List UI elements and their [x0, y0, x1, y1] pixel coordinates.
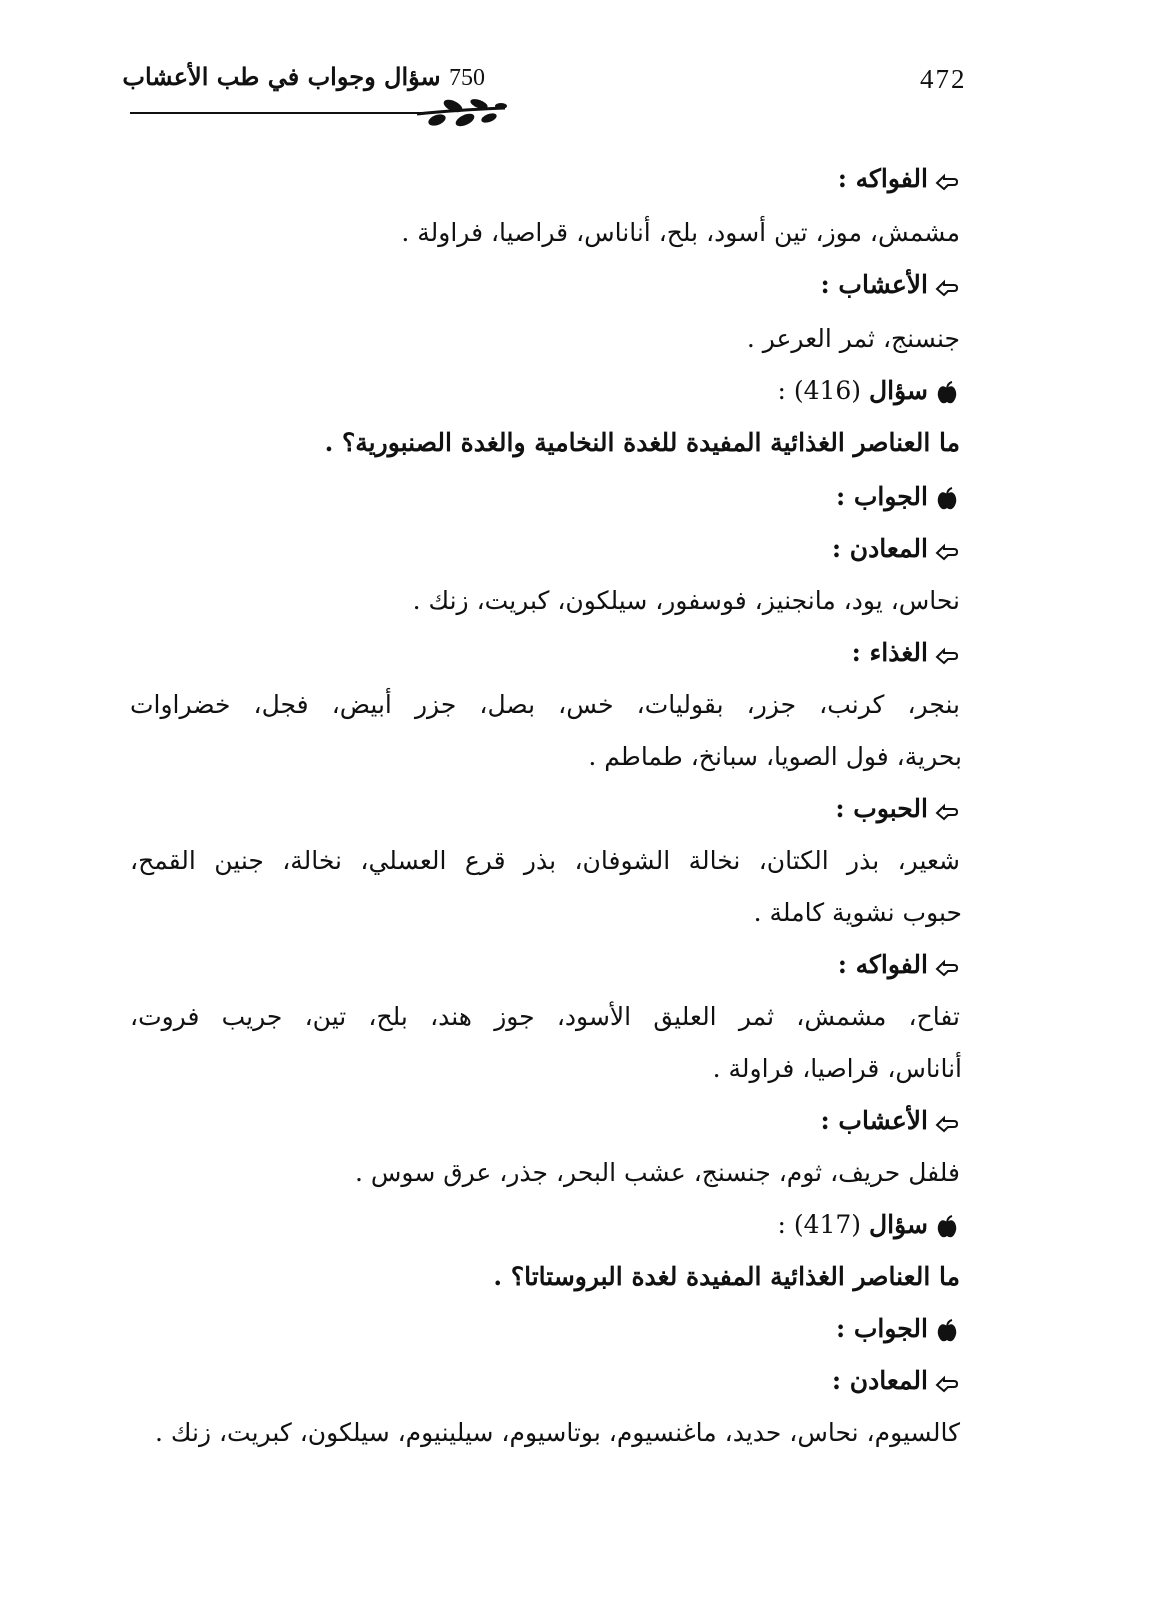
text-line: فلفل حريف، ثوم، جنسنج، عشب البحر، جذر، عرق سوس .	[355, 1158, 960, 1187]
text-line: شعير، بذر الكتان، نخالة الشوفان، بذر قرع العسلي، نخالة، جنين القمح،	[130, 846, 960, 875]
text-line: أناناس، قراصيا، فراولة .	[712, 1054, 962, 1083]
section-heading: الحبوب :	[835, 792, 960, 826]
leaf-branch-icon	[415, 96, 507, 134]
running-header	[122, 62, 485, 92]
apple-icon	[934, 1214, 960, 1240]
section-heading: الفواكه :	[838, 948, 960, 982]
question-heading: سؤال (417) :	[777, 1208, 960, 1242]
section-heading: الفواكه :	[838, 162, 960, 196]
pointing-hand-icon	[934, 274, 960, 300]
text-line: نحاس، يود، مانجنيز، فوسفور، سيلكون، كبريت، زنك .	[412, 586, 960, 615]
text-line: كالسيوم، نحاس، حديد، ماغنسيوم، بوتاسيوم، سيلينيوم، سيلكون، كبريت، زنك .	[155, 1418, 960, 1447]
pointing-hand-icon	[934, 798, 960, 824]
section-heading: الغذاء :	[852, 636, 960, 670]
pointing-hand-icon	[934, 1110, 960, 1136]
page-number: 472	[920, 64, 967, 94]
answer-heading: الجواب :	[836, 1312, 960, 1346]
pointing-hand-icon	[934, 954, 960, 980]
pointing-hand-icon	[934, 1370, 960, 1396]
answer-heading: الجواب :	[836, 480, 960, 514]
question-heading: سؤال (416) :	[777, 374, 960, 408]
question-text: ما العناصر الغذائية المفيدة للغدة النخامية والغدة الصنبورية؟ .	[324, 428, 960, 457]
text-line: حبوب نشوية كاملة .	[753, 898, 962, 927]
pointing-hand-icon	[934, 642, 960, 668]
pointing-hand-icon	[934, 538, 960, 564]
book-title: سؤال وجواب في طب الأعشاب	[122, 62, 441, 91]
apple-icon	[934, 486, 960, 512]
text-line: بنجر، كرنب، جزر، بقوليات، خس، بصل، جزر أبيض، فجل، خضراوات	[130, 690, 960, 719]
section-heading: الأعشاب :	[820, 268, 960, 302]
pointing-hand-icon	[934, 168, 960, 194]
apple-icon	[934, 380, 960, 406]
apple-icon	[934, 1318, 960, 1344]
section-heading: المعادن :	[832, 1364, 960, 1398]
question-text: ما العناصر الغذائية المفيدة لغدة البروستاتا؟ .	[493, 1262, 960, 1291]
text-line: مشمش، موز، تين أسود، بلح، أناناس، قراصيا، فراولة .	[401, 218, 960, 247]
text-line: جنسنج، ثمر العرعر .	[746, 324, 960, 353]
section-heading: المعادن :	[832, 532, 960, 566]
header-rule	[130, 112, 430, 114]
book-number: 750	[449, 65, 485, 91]
text-line: تفاح، مشمش، ثمر العليق الأسود، جوز هند، بلح، تين، جريب فروت،	[130, 1002, 960, 1031]
section-heading: الأعشاب :	[820, 1104, 960, 1138]
text-line: بحرية، فول الصويا، سبانخ، طماطم .	[588, 742, 962, 771]
